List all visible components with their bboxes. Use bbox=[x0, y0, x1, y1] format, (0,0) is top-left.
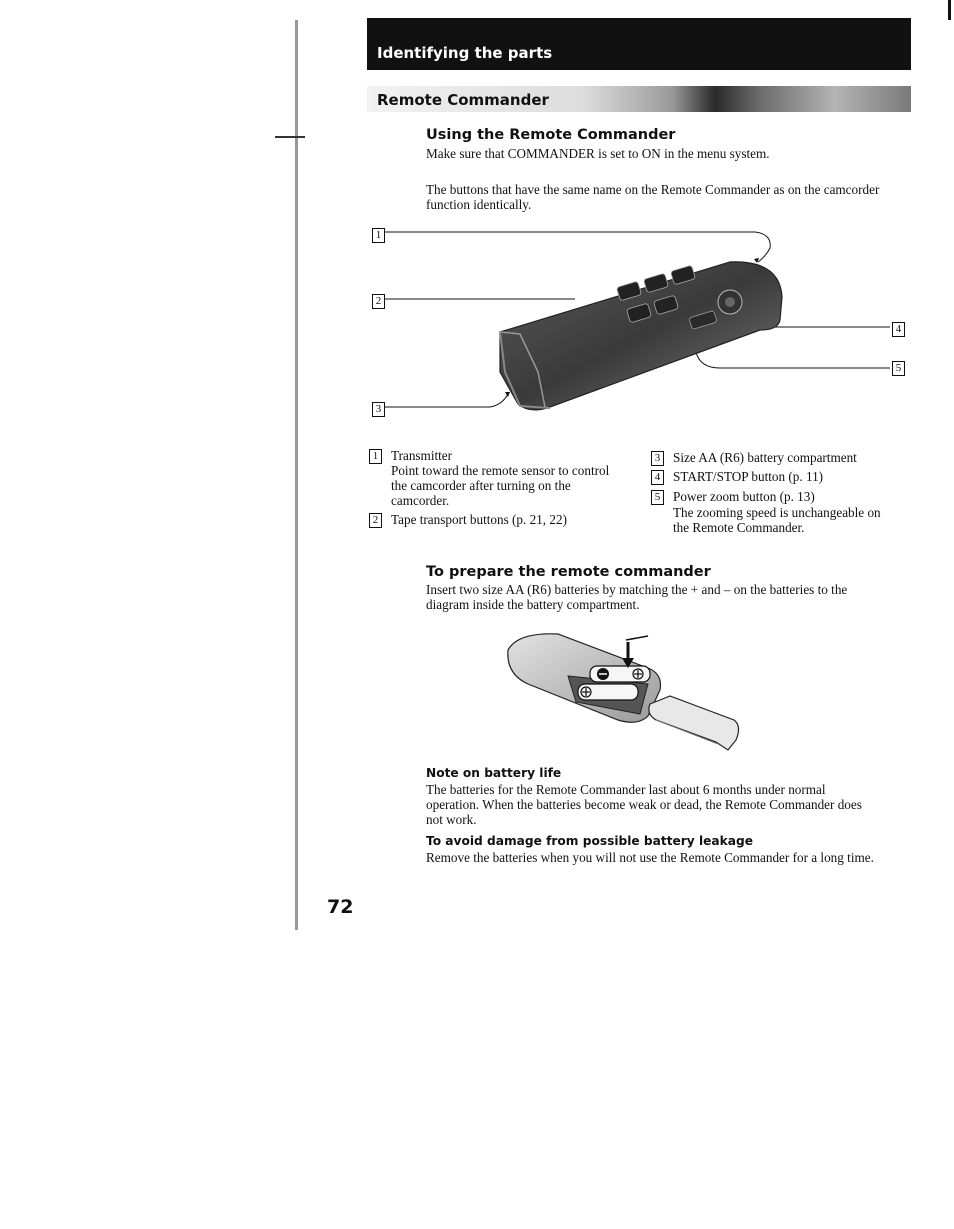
battery-note-line2: operation. When the batteries become weak or dead, the Remote Commander does bbox=[426, 797, 862, 812]
callout-3: 3 bbox=[372, 399, 385, 417]
prepare-heading: To prepare the remote commander bbox=[426, 564, 711, 580]
leakage-note-line1: Remove the batteries when you will not use the Remote Commander for a long time. bbox=[426, 850, 874, 865]
legend-desc: Point toward the remote sensor to control bbox=[391, 463, 610, 478]
legend-number-box: 2 bbox=[369, 513, 382, 528]
legend-desc: camcorder. bbox=[391, 493, 450, 508]
leakage-note-heading: To avoid damage from possible battery leakage bbox=[426, 834, 753, 848]
legend-item-1 bbox=[369, 448, 629, 510]
legend-number-box: 4 bbox=[651, 470, 664, 485]
battery-diagram bbox=[498, 628, 748, 758]
legend-desc: the Remote Commander. bbox=[673, 520, 805, 535]
legend-label: Transmitter bbox=[391, 448, 453, 463]
legend-number-box: 5 bbox=[651, 490, 664, 505]
legend-number-box: 3 bbox=[651, 451, 664, 466]
page-number: 72 bbox=[327, 896, 354, 918]
scan-mark bbox=[275, 136, 305, 138]
using-para2-line1: The buttons that have the same name on the Remote Commander as on the camcorder bbox=[426, 182, 880, 197]
battery-note-line1: The batteries for the Remote Commander last about 6 months under normal bbox=[426, 782, 826, 797]
callout-1: 1 bbox=[372, 225, 385, 243]
using-heading: Using the Remote Commander bbox=[426, 127, 676, 143]
callout-2: 2 bbox=[372, 291, 385, 309]
scan-binding-line bbox=[295, 20, 298, 930]
legend-item-2 bbox=[369, 512, 629, 528]
battery-note-heading: Note on battery life bbox=[426, 766, 562, 780]
section-title: Remote Commander bbox=[377, 91, 549, 109]
using-para2-line2: function identically. bbox=[426, 197, 532, 212]
legend-desc: The zooming speed is unchangeable on bbox=[673, 505, 881, 520]
scan-edge-mark bbox=[948, 0, 951, 20]
battery-note-line3: not work. bbox=[426, 812, 477, 827]
legend-label: Power zoom button (p. 13) bbox=[673, 489, 815, 504]
legend-desc: the camcorder after turning on the bbox=[391, 478, 571, 493]
remote-commander-diagram bbox=[360, 222, 920, 422]
prepare-line2: diagram inside the battery compartment. bbox=[426, 597, 640, 612]
remote-illustration bbox=[360, 222, 920, 422]
callout-5: 5 bbox=[892, 358, 905, 376]
battery-insertion-illustration bbox=[498, 628, 748, 758]
legend-item-4 bbox=[651, 469, 911, 485]
legend-label: Tape transport buttons (p. 21, 22) bbox=[391, 512, 567, 527]
prepare-line1: Insert two size AA (R6) batteries by matching the + and – on the batteries to the bbox=[426, 582, 848, 597]
legend-item-3 bbox=[651, 450, 911, 466]
legend-label: START/STOP button (p. 11) bbox=[673, 469, 824, 484]
using-line1: Make sure that COMMANDER is set to ON in the menu system. bbox=[426, 146, 770, 161]
legend-item-5 bbox=[651, 489, 911, 537]
legend-label: Size AA (R6) battery compartment bbox=[673, 450, 857, 465]
page-header-title: Identifying the parts bbox=[377, 44, 553, 62]
legend-number-box: 1 bbox=[369, 449, 382, 464]
callout-4: 4 bbox=[892, 319, 905, 337]
